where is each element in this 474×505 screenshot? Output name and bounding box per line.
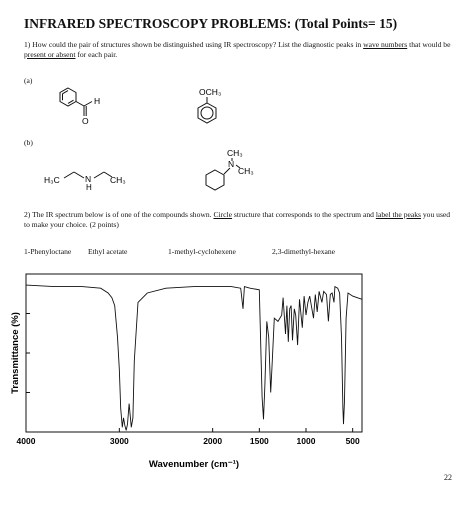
present-absent-text: present or absent xyxy=(24,50,76,59)
part-b-label: (b) xyxy=(24,138,33,147)
y-axis-ticks xyxy=(26,274,30,432)
anisole-structure xyxy=(198,97,216,123)
benzaldehyde-structure xyxy=(60,88,92,116)
anisole-och3-label: OCH₃ xyxy=(199,87,222,97)
page-number: 22 xyxy=(444,473,452,482)
cyclo-ch3-right-label: CH₃ xyxy=(238,166,254,176)
question-2-text: 2) The IR spectrum below is of one of the compounds shown. Circle structure that corresponds to the spectrum and label the peaks you used to make your choice. (2 points) xyxy=(24,210,451,229)
y-axis-label: Transmittance (%) xyxy=(10,312,21,394)
amine-n-label: N xyxy=(85,174,92,184)
amine-h3c-label: H₃C xyxy=(44,175,60,185)
x-tick-label: 1500 xyxy=(249,436,269,446)
plot-frame xyxy=(26,274,362,432)
benzaldehyde-o-label: O xyxy=(82,116,89,126)
question-1-text: 1) How could the pair of structures shown be distinguished using IR spectroscopy? List the diagnostic peaks in wave numbers that would be present or absent for each pair. xyxy=(24,40,451,59)
x-tick-label: 3000 xyxy=(109,436,129,446)
cyclohexylamine-structure xyxy=(206,158,240,190)
wave-numbers-text: wave numbers xyxy=(363,40,408,49)
x-tick-label: 2000 xyxy=(203,436,223,446)
amine-h-label: H xyxy=(86,183,92,192)
page-title: INFRARED SPECTROSCOPY PROBLEMS: (Total Points= 15) xyxy=(24,16,398,31)
choice-ethyl-acetate[interactable]: Ethyl acetate xyxy=(88,247,128,256)
x-tick-label: 500 xyxy=(345,436,360,446)
x-tick-label: 1000 xyxy=(296,436,316,446)
x-tick-label: 4000 xyxy=(16,436,36,446)
ir-spectrum-chart xyxy=(0,262,474,472)
choice-1-methyl-cyclohexene[interactable]: 1-methyl-cyclohexene xyxy=(168,247,236,256)
x-axis-ticks xyxy=(17,428,360,446)
spectrum-series-line xyxy=(26,285,362,430)
choice-1-phenyloctane[interactable]: 1-Phenyloctane xyxy=(24,247,72,256)
benzaldehyde-h-label: H xyxy=(94,96,101,106)
cyclo-ch3-top-label: CH₃ xyxy=(227,148,243,158)
circle-text: Circle xyxy=(213,210,233,219)
amine-ch3-label: CH₃ xyxy=(110,175,126,185)
cyclo-n-label: N xyxy=(228,159,235,169)
label-peaks-text: label the peaks xyxy=(375,210,421,219)
x-axis-label: Wavenumber (cm⁻¹) xyxy=(148,459,240,470)
part-a-label: (a) xyxy=(24,76,33,85)
choice-2-3-dimethyl-hexane[interactable]: 2,3-dimethyl-hexane xyxy=(272,247,336,256)
structures-figure xyxy=(0,0,474,210)
